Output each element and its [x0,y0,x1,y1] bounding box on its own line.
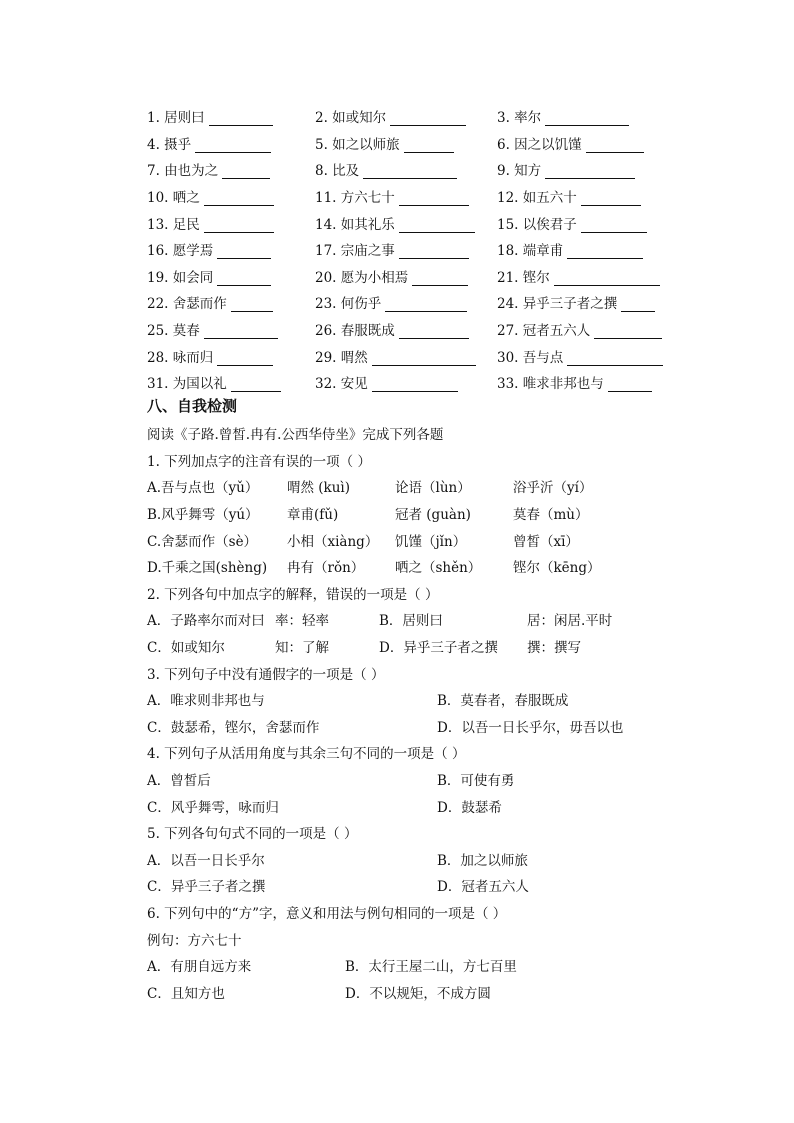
option-row [147,553,707,580]
option-item: 论语（lùn） [395,480,471,497]
grid-row [147,183,687,210]
item-phrase: 足民 [172,216,200,233]
grid-row [147,209,687,236]
option-item: 居：闲居.平时 [527,613,613,630]
item-number: 17. [315,243,341,260]
question-6-example: 例句：方六七十 [147,932,242,949]
grid-item [315,292,497,312]
answer-blank[interactable] [204,324,278,339]
answer-blank[interactable] [594,324,662,339]
item-phrase: 如会同 [172,269,214,286]
item-phrase: 吾与点 [522,349,564,366]
grid-item [497,266,677,286]
item-phrase: 舍瑟而作 [172,296,227,313]
grid-item [147,266,315,286]
answer-blank[interactable] [372,377,458,392]
option-item: B．太行王屋二山，方七百里 [345,959,517,976]
option-item: 小相（xiàng） [287,533,379,550]
item-number: 31. [147,376,173,393]
grid-item [497,159,677,179]
option-item: D.千乘之国(shèng) [147,560,268,577]
grid-item [497,186,677,206]
option-row [147,473,707,500]
grid-item [315,266,497,286]
item-phrase: 由也为之 [164,163,219,180]
option-row [147,606,707,633]
option-row [147,633,707,660]
option-item: 哂之（shěn） [395,560,482,577]
item-number: 33. [497,376,523,393]
option-item: 饥馑（jǐn） [395,533,467,550]
item-phrase: 如或知尔 [332,110,387,127]
item-phrase: 安见 [340,376,368,393]
item-number: 26. [315,323,341,340]
option-item: B．加之以师旅 [437,852,528,869]
option-item: A．有朋自远方来 [147,959,252,976]
answer-blank[interactable] [608,377,652,392]
item-phrase: 铿尔 [522,269,550,286]
item-phrase: 喟然 [340,349,368,366]
question-5: 5. 下列各句句式不同的一项是（ ） [147,826,358,843]
item-number: 2. [315,110,333,127]
grid-item [497,346,677,366]
option-item: C．且知方也 [147,985,225,1002]
self-test-body [147,420,707,1005]
question-6-options [147,952,707,1005]
grid-item [497,106,677,126]
option-item: 铿尔（kēng） [513,560,601,577]
item-phrase: 方六七十 [340,190,395,207]
option-item: 率：轻率 [275,613,329,630]
item-number: 23. [315,296,341,313]
grid-row [147,316,687,343]
grid-item [315,319,497,339]
answer-blank[interactable] [363,164,457,179]
grid-item [147,372,315,392]
item-phrase: 率尔 [514,110,542,127]
option-item: A．子路率尔而对曰 [147,613,265,630]
option-item: 浴乎沂（yí） [513,480,593,497]
question-1-options [147,473,707,579]
grid-item [147,186,315,206]
option-item: B.风乎舞雩（yú） [147,507,259,524]
answer-blank[interactable] [412,271,468,286]
item-phrase: 比及 [332,163,360,180]
grid-item [315,159,497,179]
item-number: 1. [147,110,165,127]
option-item: 章甫(fǔ) [287,507,339,524]
answer-blank[interactable] [581,191,641,206]
answer-blank[interactable] [545,111,629,126]
option-row [147,766,707,793]
option-item: B．可使有勇 [437,773,515,790]
option-row [147,500,707,527]
option-item: A.吾与点也（yǔ） [147,480,259,497]
question-6: 6. 下列句中的“方”字，意义和用法与例句相同的一项是（ ） [147,905,507,922]
item-number: 22. [147,296,173,313]
option-row [147,978,707,1005]
section-title: 八、自我检测 [147,397,238,415]
grid-item [315,186,497,206]
answer-blank[interactable] [372,351,476,366]
option-item: 曾皙（xī） [513,533,579,550]
option-row [147,952,707,979]
answer-blank[interactable] [231,297,273,312]
answer-blank[interactable] [399,324,469,339]
option-item: B．莫春者，春服既成 [437,693,569,710]
item-number: 28. [147,349,173,366]
item-phrase: 知方 [514,163,542,180]
item-phrase: 宗庙之事 [340,243,395,260]
grid-row [147,289,687,316]
fill-in-grid [147,103,687,396]
item-number: 3. [497,110,515,127]
item-phrase: 如五六十 [522,190,577,207]
grid-item [497,372,677,392]
item-number: 5. [315,136,333,153]
grid-item [497,213,677,233]
answer-blank[interactable] [545,164,635,179]
option-item: 喟然 (kuì) [287,480,351,497]
item-number: 12. [497,190,523,207]
answer-blank[interactable] [195,138,271,153]
item-number: 15. [497,216,523,233]
grid-item [147,292,315,312]
grid-item [147,319,315,339]
answer-blank[interactable] [567,244,643,259]
answer-blank[interactable] [621,297,655,312]
item-phrase: 因之以饥馑 [514,136,582,153]
question-4: 4. 下列句子从活用角度与其余三句不同的一项是（ ） [147,746,466,763]
answer-blank[interactable] [390,111,466,126]
question-5-options [147,846,707,899]
item-phrase: 愿学焉 [172,243,214,260]
option-item: 莫春（mù） [513,507,589,524]
item-phrase: 何伤乎 [340,296,382,313]
option-row [147,792,707,819]
item-number: 10. [147,190,173,207]
item-phrase: 哂之 [172,190,200,207]
grid-item [497,292,677,312]
item-phrase: 咏而归 [172,349,214,366]
grid-item [315,239,497,259]
answer-blank[interactable] [567,351,663,366]
question-4-options [147,766,707,819]
grid-item [315,106,497,126]
grid-item [147,133,315,153]
answer-blank[interactable] [222,164,270,179]
item-phrase: 异乎三子者之撰 [522,296,618,313]
answer-blank[interactable] [204,191,274,206]
answer-blank[interactable] [385,297,467,312]
grid-row [147,236,687,263]
option-row [147,872,707,899]
grid-item [315,346,497,366]
item-number: 21. [497,269,523,286]
item-number: 29. [315,349,341,366]
item-number: 9. [497,163,515,180]
grid-row [147,156,687,183]
answer-blank[interactable] [209,111,273,126]
option-item: C.舍瑟而作（sè） [147,533,258,550]
item-number: 16. [147,243,173,260]
item-phrase: 如之以师旅 [332,136,400,153]
grid-row [147,130,687,157]
question-3-options [147,686,707,739]
grid-row [147,103,687,130]
option-item: D．鼓瑟希 [437,799,502,816]
item-number: 20. [315,269,341,286]
item-number: 18. [497,243,523,260]
item-number: 14. [315,216,341,233]
grid-item [147,159,315,179]
option-item: 冠者 (guàn) [395,507,471,524]
question-2-options [147,606,707,659]
option-row [147,713,707,740]
option-row [147,846,707,873]
grid-item [315,213,497,233]
item-number: 30. [497,349,523,366]
grid-row [147,369,687,396]
grid-item [497,239,677,259]
answer-blank[interactable] [399,244,469,259]
item-number: 11. [315,190,341,207]
option-item: A．曾皙后 [147,773,211,790]
item-phrase: 莫春 [172,323,200,340]
answer-blank[interactable] [586,138,644,153]
intro-line: 阅读《子路.曾皙.冉有.公西华侍坐》完成下列各题 [147,427,444,444]
grid-item [315,372,497,392]
item-phrase: 摄乎 [164,136,192,153]
item-phrase: 唯求非邦也与 [522,376,604,393]
option-item: B．居则曰 [379,613,443,630]
grid-item [315,133,497,153]
option-item: 知：了解 [275,640,329,657]
answer-blank[interactable] [554,271,660,286]
item-number: 24. [497,296,523,313]
answer-blank[interactable] [404,138,454,153]
option-item: C．风乎舞雩，咏而归 [147,799,279,816]
item-number: 8. [315,163,333,180]
answer-blank[interactable] [204,218,274,233]
item-number: 25. [147,323,173,340]
option-item: A．唯求则非邦也与 [147,693,265,710]
option-item: D．以吾一日长乎尔，毋吾以也 [437,719,624,736]
item-number: 19. [147,269,173,286]
item-phrase: 冠者五六人 [522,323,591,340]
item-phrase: 为国以礼 [172,376,227,393]
option-item: C．鼓瑟希，铿尔，舍瑟而作 [147,719,320,736]
option-item: 撰：撰写 [527,640,581,657]
answer-blank[interactable] [399,191,469,206]
grid-item [147,346,315,366]
option-item: A．以吾一日长乎尔 [147,852,265,869]
option-item: D．不以规矩，不成方圆 [345,985,491,1002]
item-phrase: 愿为小相焉 [340,269,409,286]
option-item: D．冠者五六人 [437,879,529,896]
option-item: C．如或知尔 [147,640,225,657]
grid-item [497,133,677,153]
grid-row [147,263,687,290]
item-number: 4. [147,136,165,153]
question-3: 3. 下列句子中没有通假字的一项是（ ） [147,666,385,683]
grid-item [497,319,677,339]
item-phrase: 如其礼乐 [340,216,395,233]
grid-row [147,342,687,369]
option-item: 冉有（rǒn） [287,560,365,577]
grid-item [147,213,315,233]
item-number: 27. [497,323,523,340]
grid-item [147,106,315,126]
option-row [147,526,707,553]
answer-blank[interactable] [217,271,271,286]
item-phrase: 春服既成 [340,323,395,340]
item-phrase: 以俟君子 [522,216,577,233]
answer-blank[interactable] [399,218,475,233]
answer-blank[interactable] [581,218,647,233]
item-number: 32. [315,376,341,393]
item-number: 13. [147,216,173,233]
question-2: 2. 下列各句中加点字的解释，错误的一项是（ ） [147,586,439,603]
item-phrase: 端章甫 [522,243,564,260]
option-item: C．异乎三子者之撰 [147,879,266,896]
question-1: 1. 下列加点字的注音有误的一项（ ） [147,453,371,470]
item-number: 7. [147,163,165,180]
option-item: D．异乎三子者之撰 [379,640,498,657]
item-number: 6. [497,136,515,153]
option-row [147,686,707,713]
answer-blank[interactable] [217,351,273,366]
grid-item [147,239,315,259]
answer-blank[interactable] [231,377,281,392]
answer-blank[interactable] [217,244,271,259]
item-phrase: 居则曰 [164,110,205,127]
